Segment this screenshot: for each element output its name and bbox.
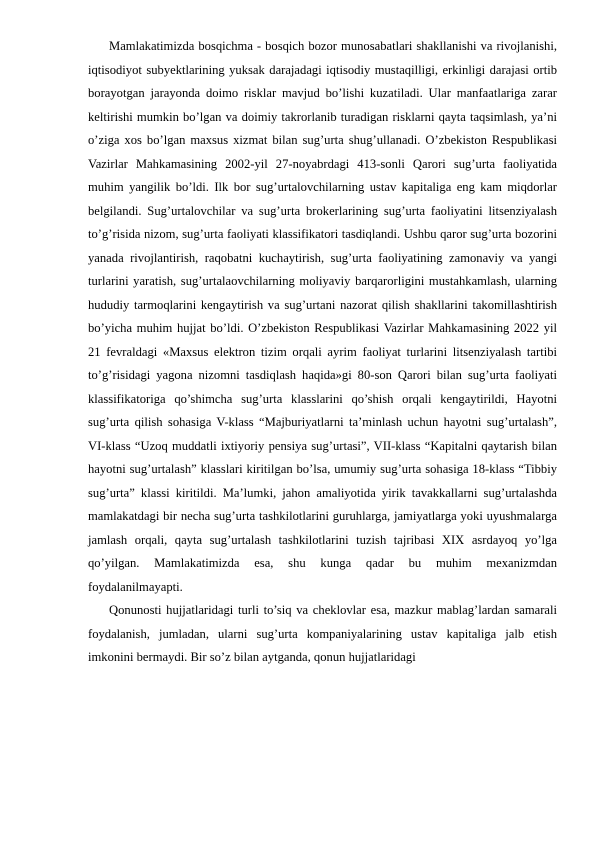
body-paragraph: Mamlakatimizda bosqichma - bosqich bozor munosabatlari shakllanishi va rivojlanishi, iqtisodiyot subyektlarining yuksak darajadagi iqtisodiy mustaqilligi, erkinligi darajasi ortib borayotgan jarayonda doimo risklar mavjud bo’lishi kuzatiladi. Ular manfaatlariga zarar keltirishi mumkin bo’lgan va doimiy takrorlanib turadigan risklarni qayta taqsimlash, ya’ni o’ziga xos bo’lgan maxsus xizmat bilan sug’urta shug’ullanadi. O’zbekiston Respublikasi Vazirlar Mahkamasining 2002-yil 27-noyabrdagi 413-sonli Qarori sug’urta faoliyatida muhim yangilik bo’ldi. Ilk bor sug’urtalovchilarning ustav kapitaliga eng kam miqdorlar belgilandi. Sug’urtalovchilar va sug’urta brokerlarining sug’urta faoliyatini litsenziyalash to’g’risida nizom, sug’urta faoliyati klassifikatori tasdiqlandi. Ushbu qaror sug’urta bozorini yanada rivojlantirish, raqobatni kuchaytirish, sug’urta faoliyatining zamonaviy va yangi turlarini yaratish, sug’urtalaovchilarning moliyaviy barqarorligini mustahkamlash, ularning hududiy tarmoqlarini kengaytirish va sug’urtani nazorat qilish shakllarini takomillashtirish bo’yicha muhim hujjat bo’ldi. O’zbekiston Respublikasi Vazirlar Mahkamasining 2022 yil 21 fevraldagi «Maxsus elektron tizim orqali ayrim faoliyat turlarini litsenziyalash tartibi to’g’risidagi yagona nizomni tasdiqlash haqida»gi 80-son Qarori bilan sug’urta faoliyati klassifikatoriga qo’shimcha sug’urta klasslarini qo’shish orqali kengaytirildi, Hayotni sug’urta qilish sohasiga V-klass “Majburiyatlarni ta’minlash uchun hayotni sug’urtalash”, VI-klass “Uzoq muddatli ixtiyoriy pensiya sug’urtasi”, VII-klass “Kapitalni qaytarish bilan hayotni sug’urtalash” klasslari kiritilgan bo’lsa, umumiy sug’urta sohasiga 18-klass “Tibbiy sug’urta” klassi kiritildi. Ma’lumki, jahon amaliyotida yirik tavakkallarni sug’urtalashda mamlakatdagi bir necha sug’urta tashkilotlarini guruhlarga, jamiyatlarga yoki uyushmalarga jamlash orqali, qayta sug’urtalash tashkilotlarini tuzish tajribasi XIX asrdayoq yo’lga qo’yilgan. Mamlakatimizda esa, shu kunga qadar bu muhim mexanizmdan foydalanilmayapti.: [88, 39, 557, 594]
document-page: [88, 35, 557, 670]
body-paragraph: Qonunosti hujjatlaridagi turli to’siq va cheklovlar esa, mazkur mablag’lardan samarali foydalanish, jumladan, ularni sug’urta kompaniyalarining ustav kapitaliga jalb etish imkonini bermaydi. Bir so’z bilan aytganda, qonun hujjatlaridagi: [88, 603, 557, 664]
